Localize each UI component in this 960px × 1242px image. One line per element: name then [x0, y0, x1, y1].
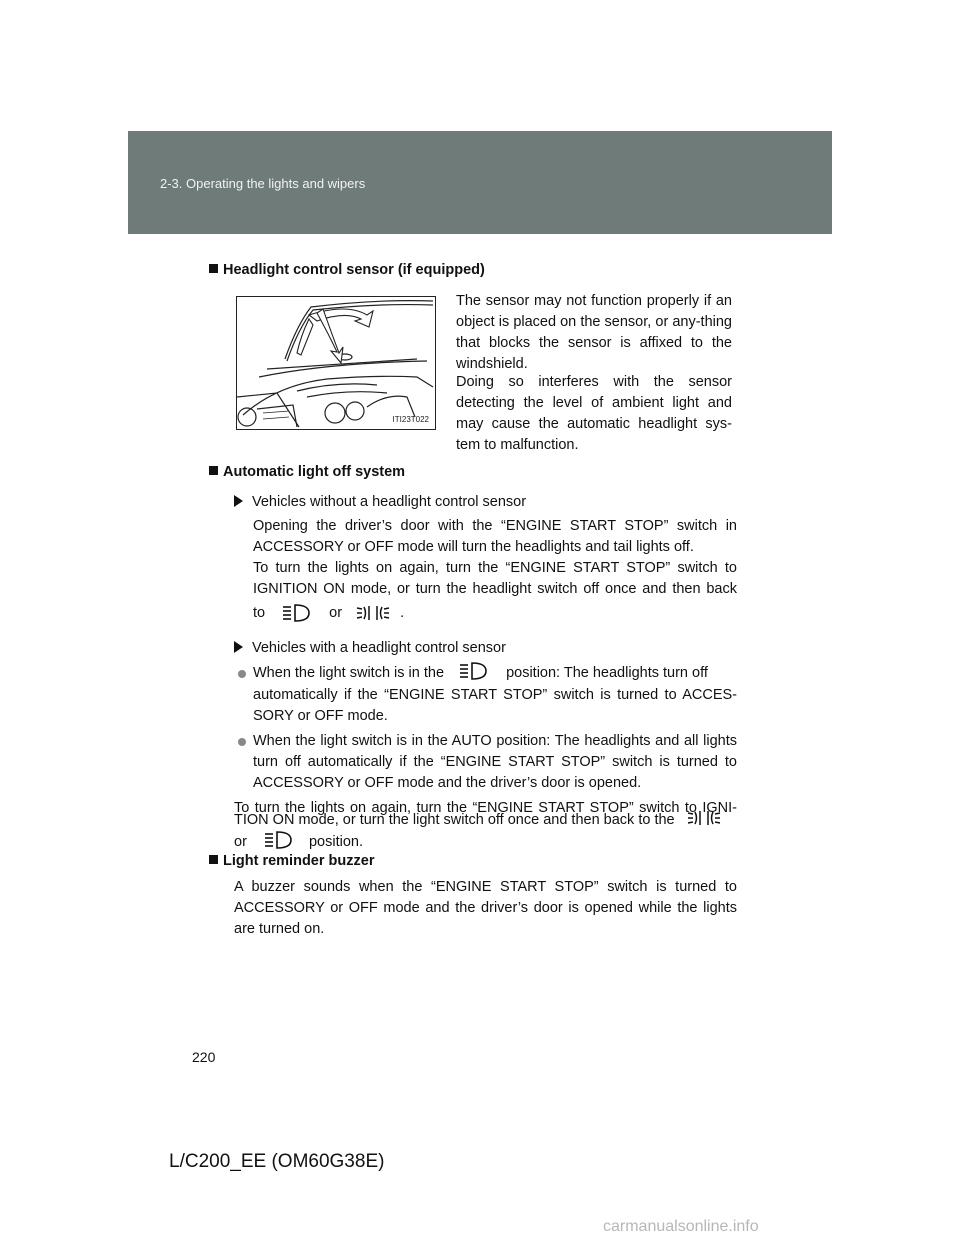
bullet-2: When the light switch is in the AUTO position: The headlights and all lights turn off automatically if the “ENGINE START STOP” switch is turned to ACCESSORY or OFF mode and the driver’s door is opened.: [253, 733, 737, 791]
closing-line-1: To turn the lights on again, turn the “ENGINE START STOP” switch to IGNI-: [234, 800, 737, 816]
closing-line-3: or position.: [234, 832, 363, 853]
tail-light-icon: [356, 602, 390, 624]
without-sensor-text-2: To turn the lights on again, turn the “ENGINE START STOP” switch to IGNITION ON mode, or turn the headlight switch off once and then back: [253, 560, 737, 597]
page-number: 220: [192, 1049, 216, 1065]
square-bullet-icon: [209, 466, 218, 475]
to-or-line: to or .: [253, 602, 404, 624]
bullet-1-rest: automatically if the “ENGINE START STOP” switch is turned to ACCES-SORY or OFF mode.: [253, 687, 737, 724]
dot-bullet-icon: [238, 738, 246, 746]
figure-code: ITI23T022: [392, 415, 429, 424]
car-windshield-illustration: [237, 297, 435, 429]
sensor-heading: Headlight control sensor (if equipped): [209, 262, 485, 278]
closing-line-2: TION ON mode, or turn the light switch off once and then back to the: [234, 810, 737, 831]
dot-bullet-icon: [238, 670, 246, 678]
buzzer-heading: Light reminder buzzer: [209, 853, 374, 869]
sensor-para-1: The sensor may not function properly if an object is placed on the sensor, or any-thing that blocks the sensor is affixed to the windshield.: [456, 293, 732, 372]
sensor-figure: [236, 296, 436, 430]
headlight-icon: [263, 829, 293, 851]
triangle-icon: [234, 495, 243, 507]
square-bullet-icon: [209, 264, 218, 273]
headlight-icon: [458, 660, 488, 682]
buzzer-text: A buzzer sounds when the “ENGINE START STOP” switch is turned to ACCESSORY or OFF mode and the driver’s door is opened while the lights are turned on.: [234, 879, 737, 937]
triangle-icon: [234, 641, 243, 653]
bullet-1-line-1: When the light switch is in the position: The headlights turn off: [253, 663, 737, 684]
without-sensor-subhead: Vehicles without a headlight control sensor: [234, 494, 526, 510]
watermark: carmanualsonline.info: [603, 1218, 759, 1235]
with-sensor-subhead: Vehicles with a headlight control sensor: [234, 640, 506, 656]
tail-light-icon: [687, 807, 721, 829]
sensor-para-2: Doing so interferes with the sensor detecting the level of ambient light and may cause the automatic headlight sys-tem to malfunction.: [456, 374, 732, 453]
square-bullet-icon: [209, 855, 218, 864]
headlight-icon: [281, 602, 311, 624]
without-sensor-text: Opening the driver’s door with the “ENGINE START STOP” switch in ACCESSORY or OFF mode will turn the headlights and tail lights off.: [253, 518, 737, 555]
section-title: 2-3. Operating the lights and wipers: [160, 176, 366, 191]
auto-off-heading: Automatic light off system: [209, 464, 405, 480]
footer-code: L/C200_EE (OM60G38E): [169, 1151, 385, 1172]
